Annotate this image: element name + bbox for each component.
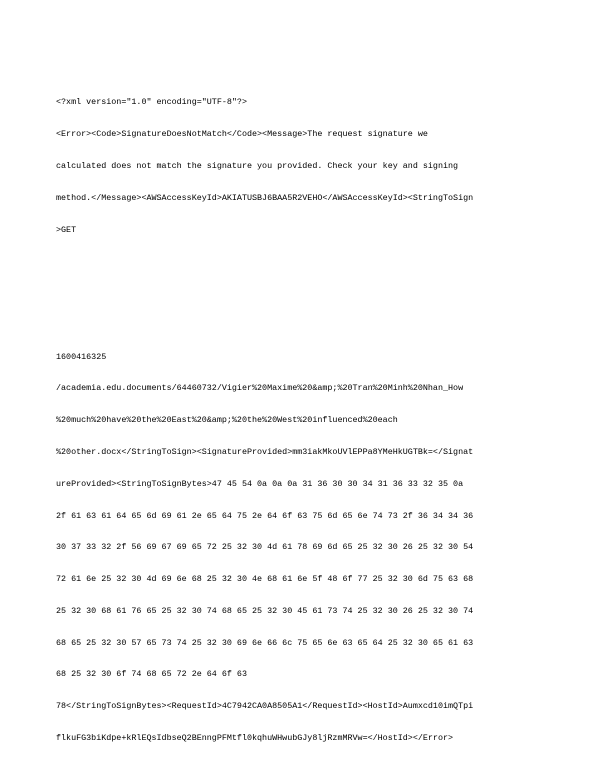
- xml-line: 30 37 33 32 2f 56 69 67 69 65 72 25 32 30 4d 61 78 69 6d 65 25 32 30 26 25 32 30 54: [56, 542, 474, 553]
- xml-line: %20much%20have%20the%20East%20&amp;%20the%20West%20influenced%20each: [56, 415, 398, 426]
- xml-line: <?xml version="1.0" encoding="UTF-8"?>: [56, 97, 247, 108]
- xml-block-body: [56, 330, 556, 764]
- xml-line: /academia.edu.documents/64460732/Vigier%20Maxime%20&amp;%20Tran%20Minh%20Nhan_How: [56, 383, 464, 394]
- xml-line: 72 61 6e 25 32 30 4d 69 6e 68 25 32 30 4e 68 61 6e 5f 48 6f 77 25 32 30 6d 75 63 68: [56, 574, 474, 585]
- xml-line: calculated does not match the signature you provided. Check your key and signing: [56, 160, 459, 171]
- xml-line: 78</StringToSignBytes><RequestId>4C7942CA0A8505A1</RequestId><HostId>Aumxcd10imQTpi: [56, 701, 474, 712]
- xml-block-header: [56, 76, 556, 256]
- blank-lines: [56, 277, 556, 309]
- xml-line: 25 32 30 68 61 76 65 25 32 30 74 68 65 25 32 30 45 61 73 74 25 32 30 26 25 32 30 74: [56, 605, 474, 616]
- xml-error-document: [56, 55, 556, 775]
- xml-line: 1600416325: [56, 351, 107, 362]
- xml-line: 68 65 25 32 30 57 65 73 74 25 32 30 69 6e 66 6c 75 65 6e 63 65 64 25 32 30 65 61 63: [56, 637, 474, 648]
- xml-line: 68 25 32 30 6f 74 68 65 72 2e 64 6f 63: [56, 669, 247, 680]
- xml-line: method.</Message><AWSAccessKeyId>AKIATUSBJ6BAA5R2VEHO</AWSAccessKeyId><StringToSign: [56, 192, 474, 203]
- xml-line: %20other.docx</StringToSign><SignatureProvided>mm3iakMkoUVlEPPa8YMeHkUGTBk=</Signat: [56, 446, 474, 457]
- xml-line: >GET: [56, 224, 77, 235]
- xml-line: 2f 61 63 61 64 65 6d 69 61 2e 65 64 75 2e 64 6f 63 75 6d 65 6e 74 73 2f 36 34 34 36: [56, 510, 474, 521]
- xml-line: <Error><Code>SignatureDoesNotMatch</Code><Message>The request signature we: [56, 129, 428, 140]
- xml-line: flkuFG3biKdpe+kRlEQsIdbseQ2BEnngPFMtfl0kqhuWHwubGJy8ljRzmMRVw=</HostId></Error>: [56, 733, 454, 744]
- xml-line: ureProvided><StringToSignBytes>47 45 54 0a 0a 0a 31 36 30 30 34 31 36 33 32 35 0a: [56, 478, 464, 489]
